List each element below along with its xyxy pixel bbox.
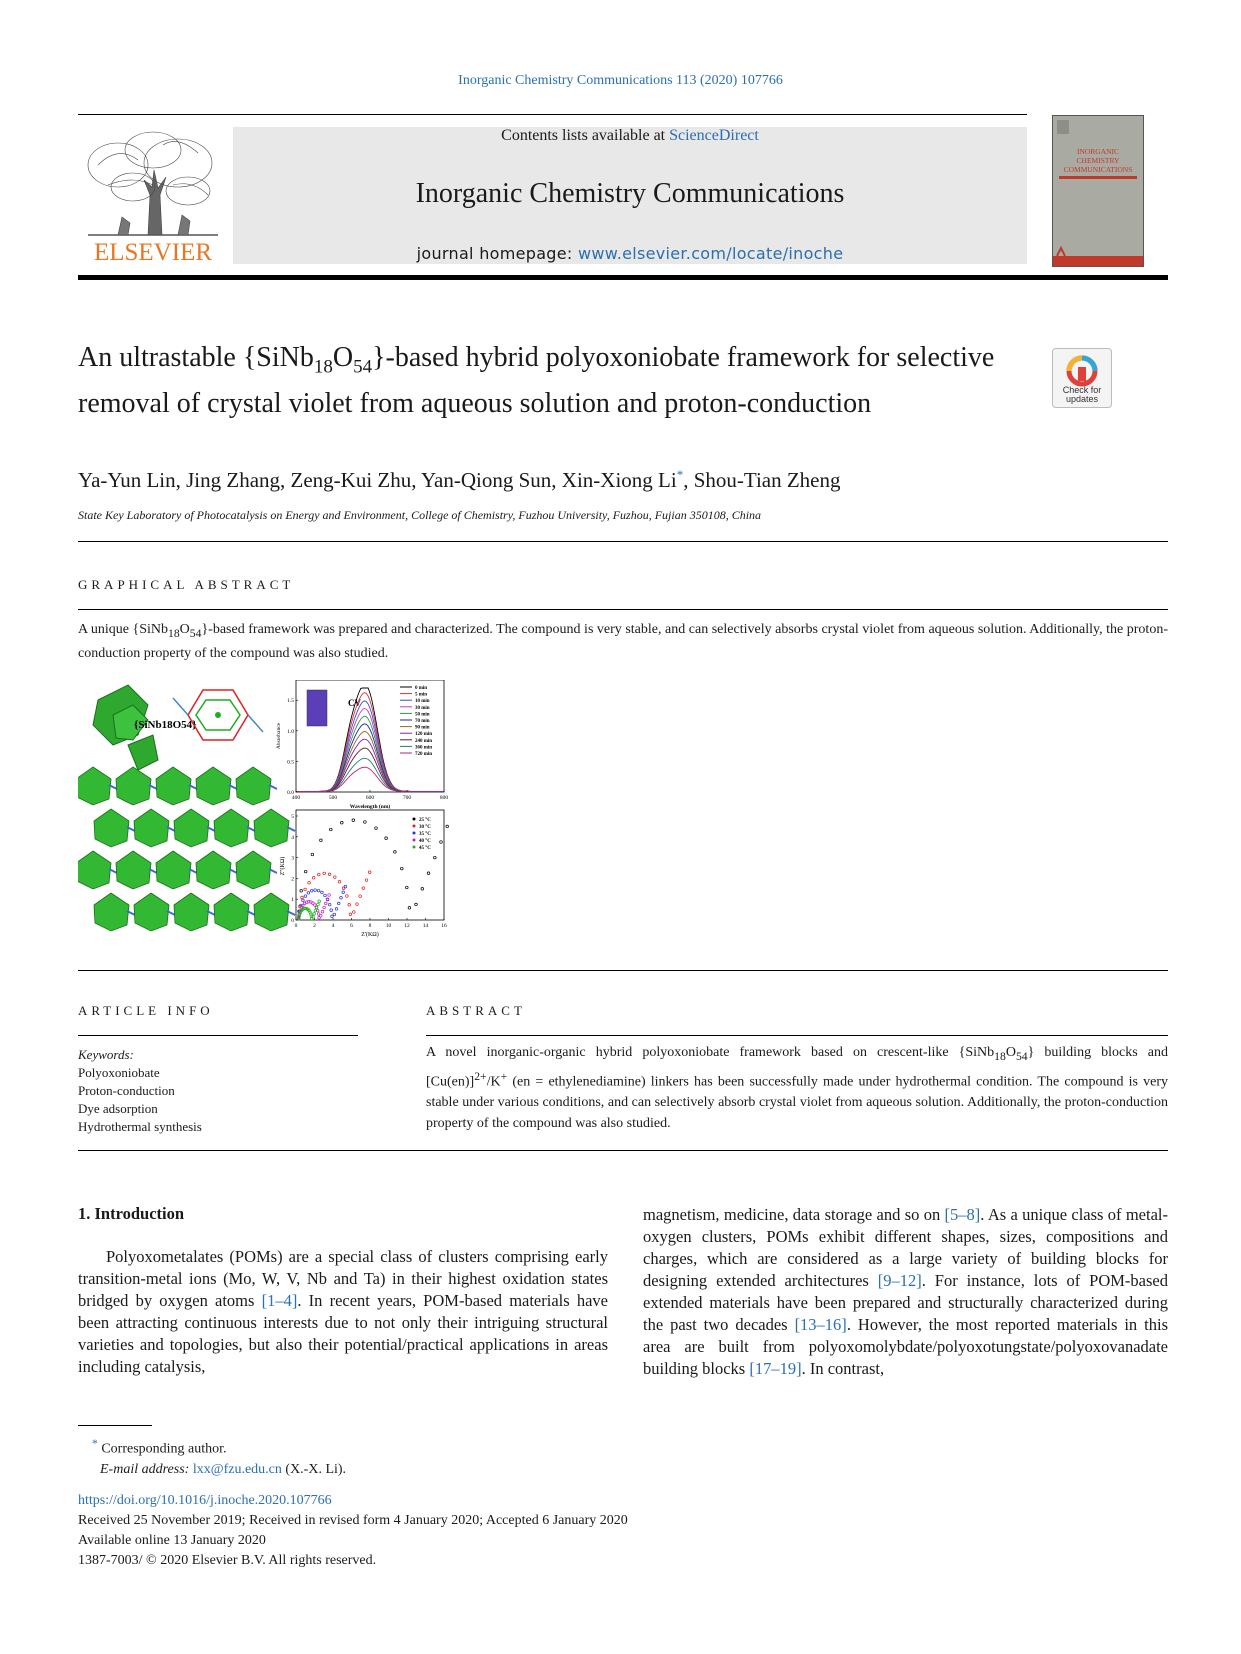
ga-bottom-rule [78, 970, 1168, 971]
homepage-prefix: journal homepage: [416, 244, 578, 263]
footnote-line [78, 1460, 346, 1480]
intro-text: . In contrast, [801, 1359, 885, 1378]
footnote-line [78, 1434, 346, 1460]
uv-y-tick-label: 1.5 [287, 698, 294, 705]
eis-y-label: Z''(KΩ) [280, 856, 286, 876]
check-for-updates-button[interactable] [1052, 348, 1112, 408]
sciencedirect-link[interactable]: ScienceDirect [669, 127, 759, 144]
keywords-label: Keywords: [78, 1047, 134, 1062]
ga-text-part: O [179, 622, 190, 637]
contents-prefix: Contents lists available at [501, 127, 670, 144]
polyhedron-shape [214, 809, 249, 847]
polyhedron-shape [134, 809, 169, 847]
authors-text: , Shou-Tian Zheng [683, 468, 841, 492]
footnote-marker: * [92, 1437, 98, 1450]
citation-link[interactable]: [5–8] [944, 1205, 981, 1224]
citation-link[interactable]: [13–16] [794, 1315, 847, 1334]
eis-legend-marker [413, 818, 416, 821]
polyhedron-shape [174, 893, 209, 931]
eis-y-tick-label: 2 [291, 876, 294, 883]
title-sub: 18 [313, 356, 333, 378]
cuvette-inset [307, 690, 327, 726]
citation-link[interactable]: [9–12] [877, 1271, 922, 1290]
eis-x-label: Z'(KΩ) [361, 932, 379, 938]
graphical-abstract-text [78, 620, 1168, 664]
uv-x-label: Wavelength (nm) [349, 804, 391, 810]
intro-text: . In recent years, POM-based materials have been attracting continuous interests due to not only their intriguing structural varieties and topologies, but also their potential/practical applications in areas including catalysis, [78, 1291, 608, 1376]
eis-legend-marker [413, 825, 416, 828]
polyhedron-shape [116, 767, 151, 805]
eis-legend-label: 25 °C [419, 818, 431, 823]
keyword-item: Hydrothermal synthesis [78, 1119, 202, 1134]
eis-x-tick-label: 10 [385, 923, 392, 929]
eis-x-tick-label: 4 [331, 923, 335, 929]
article-info-heading: ARTICLE INFO [78, 1003, 214, 1018]
eis-y-tick-label: 0 [291, 918, 294, 924]
email-label: E-mail address: [100, 1461, 193, 1477]
eis-x-tick-label: 6 [350, 923, 353, 929]
keyword-item: Polyoxoniobate [78, 1065, 160, 1080]
polyhedron-shape [236, 767, 271, 805]
eis-legend-label: 40 °C [419, 839, 431, 844]
polyhedron-shape [78, 851, 111, 889]
intro-text: magnetism, medicine, data storage and so on [643, 1205, 945, 1224]
eis-x-tick-label: 0 [294, 923, 298, 929]
ga-text-part: }-based framework was prepared and characterized. The compound is very stable, and can selectively absorbs crystal violet from aqueous solution. Additionally, the proton-conduction property of the compound was also studied. [78, 622, 1168, 661]
abstract-text [426, 1043, 1168, 1134]
footnote-rule [78, 1425, 152, 1426]
elsevier-wordmark: ELSEVIER [93, 239, 213, 265]
footnote-text: Corresponding author. [97, 1441, 227, 1457]
authors-text: Ya-Yun Lin, Jing Zhang, Zeng-Kui Zhu, Yan-Qiong Sun, Xin-Xiong Li [78, 468, 677, 492]
polyhedron-shape [254, 809, 289, 847]
citation-link[interactable]: [17–19] [749, 1359, 802, 1378]
uv-y-tick-label: 1.0 [287, 728, 294, 735]
uv-y-label: Absorbance [276, 722, 282, 750]
contents-line [233, 127, 1027, 145]
cluster-wireframe [173, 690, 263, 740]
uv-legend-label: 70 min [415, 719, 430, 724]
eis-legend-marker [413, 846, 416, 849]
intro-text: Polyoxometalates (POMs) are a special class of clusters comprising early transition-metal ions (Mo, W, V, Nb and Ta) in their highest oxidation states bridged by oxygen atoms [78, 1247, 608, 1310]
eis-x-tick-label: 2 [313, 923, 316, 929]
framework-packing [78, 767, 295, 931]
svg-text:INORGANIC: INORGANIC [1076, 147, 1120, 156]
introduction-heading: 1. Introduction [78, 1204, 185, 1223]
keyword-item: Proton-conduction [78, 1083, 175, 1098]
available-online: Available online 13 January 2020 [78, 1533, 266, 1548]
keywords-block [78, 1046, 202, 1136]
polyhedron-shape [174, 809, 209, 847]
eis-y-tick-label: 4 [291, 834, 294, 841]
polyhedron-shape [94, 809, 129, 847]
polyhedron-shape [236, 851, 271, 889]
eis-y-tick-label: 5 [291, 814, 294, 820]
intro-text: . As a unique class of metal-oxygen clusters, POMs exhibit different shapes, sizes, compositions and charges, which are considered as a large variety of building blocks for designing extended architectures [643, 1205, 1168, 1290]
uv-legend-label: 720 min [415, 752, 433, 757]
uv-legend-label: 90 min [415, 725, 430, 731]
ga-text-part: A unique {SiNb [78, 622, 169, 637]
doi-link[interactable]: https://doi.org/10.1016/j.inoche.2020.107766 [78, 1493, 332, 1508]
affiliation-rule [78, 541, 1168, 542]
check-for-updates-label: Check for updates [1062, 385, 1102, 404]
journal-reference-link[interactable]: Inorganic Chemistry Communications 113 (2020) 107766 [458, 73, 783, 88]
abstract-bottom-rule [78, 1150, 1168, 1151]
uv-x-tick-label: 400 [291, 795, 301, 801]
title-part: O [332, 342, 354, 373]
intro-text: . However, the most reported materials in this area are built from polyoxomolybdate/polyoxotungstate/polyoxovanadate building blocks [643, 1315, 1168, 1378]
abstract-sub: 18 [994, 1049, 1006, 1063]
abstract-part: (en = ethylenediamine) linkers has been successfully made under hydrothermal condition. The compound is very stable under various conditions, and can selectively absorb crystal violet from aqueous solution. Additionally, the proton-conduction property of the compound was also studied. [426, 1074, 1168, 1131]
journal-title: Inorganic Chemistry Communications [415, 178, 845, 209]
abstract-sup: + [500, 1070, 508, 1084]
journal-cover-thumbnail[interactable] [1052, 115, 1144, 267]
uv-legend-label: 360 min [415, 745, 433, 751]
header-bottom-rule [78, 275, 1168, 280]
eis-legend-marker [413, 832, 416, 835]
polyhedron-shape [116, 851, 151, 889]
affiliation: State Key Laboratory of Photocatalysis on Energy and Environment, College of Chemistry, Fuzhou University, Fuzhou, Fujian 350108, China [78, 508, 762, 522]
cluster-label: {SiNb18O54} [134, 719, 197, 731]
svg-text:COMMUNICATIONS: COMMUNICATIONS [1063, 165, 1133, 174]
eis-x-tick-label: 16 [441, 923, 447, 929]
graphical-abstract-figure [78, 680, 478, 955]
eis-legend-label: 30 °C [419, 825, 431, 830]
uv-legend-label: 240 min [415, 738, 433, 744]
homepage-line [233, 244, 1027, 263]
title-part: }-based hybrid polyoxoniobate framework for selective removal of crystal violet from aqueous solution and proton-conduction [78, 342, 995, 419]
abstract-part: O [1005, 1045, 1016, 1060]
eis-x-tick-label: 14 [422, 923, 429, 929]
eis-legend-marker [413, 839, 416, 842]
uv-vis-chart [276, 680, 448, 810]
eis-y-tick-label: 3 [291, 855, 294, 862]
polyhedron-shape [156, 851, 191, 889]
email-link[interactable]: lxx@fzu.edu.cn [192, 1461, 282, 1477]
uv-y-tick-label: 0.5 [287, 759, 294, 766]
abstract-heading: ABSTRACT [426, 1003, 526, 1018]
abstract-part: A novel inorganic-organic hybrid polyoxoniobate framework based on crescent-like {SiNb [426, 1045, 995, 1060]
uv-legend-label: 50 min [415, 712, 430, 718]
crystal-structure-illustration [78, 685, 295, 931]
eis-x-tick-label: 8 [368, 923, 372, 929]
elsevier-logo [78, 125, 228, 265]
citation-link[interactable]: [1–4] [261, 1291, 298, 1310]
eis-x-tick-label: 12 [404, 923, 410, 929]
polyhedron-shape [196, 851, 231, 889]
abstract-sub: 54 [1015, 1049, 1028, 1063]
title-sub: 54 [353, 356, 373, 378]
intro-right-column [643, 1204, 1168, 1380]
copyright: 1387-7003/ © 2020 Elsevier B.V. All rights reserved. [78, 1553, 377, 1568]
abstract-part: } building blocks and [Cu(en)] [426, 1045, 1168, 1090]
abstract-part: /K [486, 1074, 501, 1090]
title-part: An ultrastable {SiNb [78, 342, 314, 373]
uv-x-tick-label: 700 [402, 795, 412, 801]
ga-sub: 54 [189, 626, 202, 640]
uv-x-tick-label: 800 [439, 795, 449, 801]
intro-text: . For instance, lots of POM-based extended materials have been prepared and structurally characterized during the past two decades [643, 1271, 1168, 1334]
svg-text:CHEMISTRY: CHEMISTRY [1076, 156, 1120, 165]
uv-legend-label: 5 min [415, 692, 428, 698]
polyhedron-shape [254, 893, 289, 931]
ga-sub: 18 [168, 626, 180, 640]
publication-info [78, 1491, 628, 1571]
polyhedron-shape [214, 893, 249, 931]
header-top-rule [78, 114, 1027, 115]
article-title [78, 340, 1008, 422]
polyhedron-shape [156, 767, 191, 805]
uv-legend-label: 0 min [415, 686, 428, 691]
graphical-abstract-heading: GRAPHICAL ABSTRACT [78, 577, 295, 592]
eis-legend-label: 45 °C [419, 846, 431, 851]
footnote [78, 1434, 346, 1480]
abstract-sup: 2+ [474, 1070, 487, 1084]
author-list [78, 467, 841, 493]
uv-x-tick-label: 500 [328, 795, 338, 801]
polyhedron-shape [94, 893, 129, 931]
polyhedron-shape [78, 767, 111, 805]
article-info-rule [78, 1035, 358, 1036]
eis-y-tick-label: 1 [291, 897, 294, 904]
received-dates: Received 25 November 2019; Received in revised form 4 January 2020; Accepted 6 January 2020 [78, 1513, 628, 1528]
uv-legend-label: 30 min [415, 705, 430, 711]
corresponding-author-marker[interactable]: * [676, 467, 684, 482]
polyhedron-shape [196, 767, 231, 805]
eis-data-point [446, 825, 449, 828]
keyword-item: Dye adsorption [78, 1101, 158, 1116]
intro-left-column [78, 1246, 608, 1378]
footnote-text: (X.-X. Li). [281, 1461, 347, 1477]
uv-legend-label: 10 min [415, 699, 430, 705]
uv-annotation: CV [348, 698, 361, 708]
ga-rule [78, 609, 1168, 610]
uv-x-tick-label: 600 [365, 795, 375, 801]
eis-legend-label: 35 °C [419, 832, 431, 837]
impedance-chart [279, 810, 449, 938]
journal-homepage-link[interactable]: www.elsevier.com/locate/inoche [578, 244, 844, 263]
abstract-rule [426, 1035, 1168, 1036]
uv-y-tick-label: 0.0 [287, 790, 294, 796]
uv-legend-label: 120 min [415, 732, 433, 738]
polyhedron-shape [134, 893, 169, 931]
